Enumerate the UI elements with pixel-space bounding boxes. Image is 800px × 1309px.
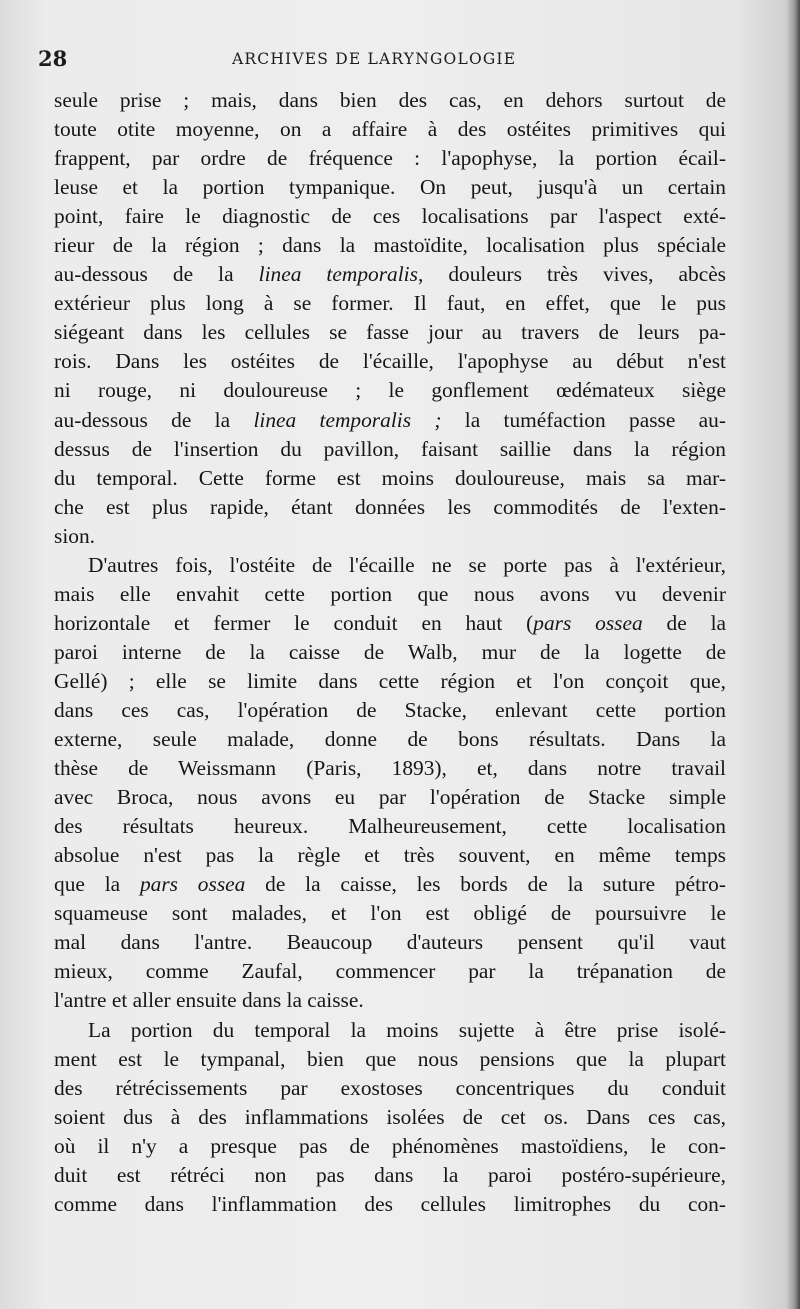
text-line	[54, 812, 726, 841]
text-segment: rois. Dans les ostéites de l'écaille, l'apophyse au début n'est	[54, 349, 726, 374]
text-segment: absolue n'est pas la règle et très souvent, en même temps	[54, 843, 726, 868]
text-segment: D'autres fois, l'ostéite de l'écaille ne se porte pas à l'extérieur,	[88, 552, 726, 577]
text-segment: soient dus à des inflammations isolées de cet os. Dans ces cas,	[54, 1104, 726, 1129]
page-header	[38, 44, 758, 74]
text-line	[54, 551, 726, 580]
text-segment: des résultats heureux. Malheureusement, cette localisation	[54, 814, 726, 839]
page-number: 28	[38, 46, 68, 71]
text-line	[54, 899, 726, 928]
text-line	[54, 347, 726, 376]
text-segment: au-dessous de la	[54, 262, 259, 287]
text-segment: mal dans l'antre. Beaucoup d'auteurs pensent qu'il vaut	[54, 930, 726, 955]
italic-term: pars ossea	[533, 610, 643, 635]
text-line	[54, 260, 726, 289]
text-segment: , douleurs très vives, abcès	[417, 262, 727, 287]
text-segment: la tuméfaction passe au-	[441, 407, 726, 432]
text-segment: La portion du temporal la moins sujette à être prise isolé-	[88, 1017, 726, 1042]
text-line	[54, 1190, 726, 1219]
text-line	[54, 928, 726, 957]
text-segment: point, faire le diagnostic de ces localisations par l'aspect exté-	[54, 204, 726, 229]
text-line	[54, 173, 726, 202]
body-text	[54, 86, 726, 1219]
text-line	[54, 376, 726, 405]
text-line	[54, 696, 726, 725]
text-segment: où il n'y a presque pas de phénomènes mastoïdiens, le con-	[54, 1133, 726, 1158]
text-segment: ment est le tympanal, bien que nous pensions que la plupart	[54, 1046, 726, 1071]
text-line	[54, 435, 726, 464]
text-segment: squameuse sont malades, et l'on est obligé de poursuivre le	[54, 901, 726, 926]
text-line	[54, 667, 726, 696]
text-line	[54, 318, 726, 347]
text-segment: mais elle envahit cette portion que nous avons vu devenir	[54, 581, 726, 606]
text-segment: frappent, par ordre de fréquence : l'apophyse, la portion écail-	[54, 146, 726, 171]
text-line	[54, 522, 726, 551]
text-line	[54, 1161, 726, 1190]
text-line	[54, 609, 726, 638]
text-segment: paroi interne de la caisse de Walb, mur de la logette de	[54, 639, 726, 664]
text-line	[54, 870, 726, 899]
text-line	[54, 493, 726, 522]
text-segment: Gellé) ; elle se limite dans cette région et l'on conçoit que,	[54, 668, 726, 693]
text-line	[54, 86, 726, 115]
text-segment: au-dessous de la	[54, 407, 254, 432]
text-line	[54, 1016, 726, 1045]
text-line	[54, 638, 726, 667]
text-segment: thèse de Weissmann (Paris, 1893), et, dans notre travail	[54, 756, 726, 781]
text-line	[54, 957, 726, 986]
text-segment: horizontale et fermer le conduit en haut (	[54, 610, 534, 635]
text-line	[54, 202, 726, 231]
text-line	[54, 580, 726, 609]
text-segment: que la	[54, 872, 140, 897]
text-line	[54, 406, 726, 435]
text-segment: che est plus rapide, étant données les commodités de l'exten-	[54, 494, 726, 519]
text-line	[54, 754, 726, 783]
text-segment: duit est rétréci non pas dans la paroi postéro-supérieure,	[54, 1162, 726, 1187]
text-segment: mieux, comme Zaufal, commencer par la trépanation de	[54, 959, 726, 984]
text-line	[54, 231, 726, 260]
running-head: ARCHIVES DE LARYNGOLOGIE	[232, 50, 517, 68]
text-segment: extérieur plus long à se former. Il faut, en effet, que le pus	[54, 291, 726, 316]
text-segment: toute otite moyenne, on a affaire à des ostéites primitives qui	[54, 117, 726, 142]
text-line	[54, 1045, 726, 1074]
text-segment: l'antre et aller ensuite dans la caisse.	[54, 988, 364, 1013]
text-segment: avec Broca, nous avons eu par l'opération de Stacke simple	[54, 785, 726, 810]
italic-term: linea temporalis	[258, 262, 418, 287]
text-segment: seule prise ; mais, dans bien des cas, en dehors surtout de	[54, 88, 726, 112]
text-line	[54, 1132, 726, 1161]
italic-term: pars ossea	[139, 872, 246, 897]
text-line	[54, 289, 726, 318]
text-line	[54, 841, 726, 870]
text-segment: externe, seule malade, donne de bons résultats. Dans la	[54, 727, 726, 752]
text-line	[54, 783, 726, 812]
text-segment: dessus de l'insertion du pavillon, faisant saillie dans la région	[54, 436, 726, 461]
text-segment: comme dans l'inflammation des cellules limitrophes du con-	[54, 1191, 726, 1216]
text-line	[54, 144, 726, 173]
italic-term: linea temporalis ;	[253, 407, 442, 432]
text-segment: siégeant dans les cellules se fasse jour au travers de leurs pa-	[54, 320, 726, 345]
text-segment: de la	[642, 610, 727, 635]
text-segment: de la caisse, les bords de la suture pétro-	[245, 872, 726, 897]
text-segment: du temporal. Cette forme est moins douloureuse, mais sa mar-	[54, 465, 726, 490]
text-segment: dans ces cas, l'opération de Stacke, enlevant cette portion	[54, 697, 726, 722]
text-line	[54, 725, 726, 754]
text-line	[54, 115, 726, 144]
text-line	[54, 464, 726, 493]
text-line	[54, 1103, 726, 1132]
text-segment: rieur de la région ; dans la mastoïdite, localisation plus spéciale	[54, 233, 726, 258]
text-segment: sion.	[54, 523, 96, 548]
text-segment: ni rouge, ni douloureuse ; le gonflement œdémateux siège	[54, 378, 726, 403]
text-line	[54, 1074, 726, 1103]
text-line	[54, 986, 726, 1015]
page-edge-shadow	[786, 0, 800, 1309]
text-segment: des rétrécissements par exostoses concentriques du conduit	[54, 1075, 726, 1100]
text-segment: leuse et la portion tympanique. On peut, jusqu'à un certain	[54, 175, 726, 200]
